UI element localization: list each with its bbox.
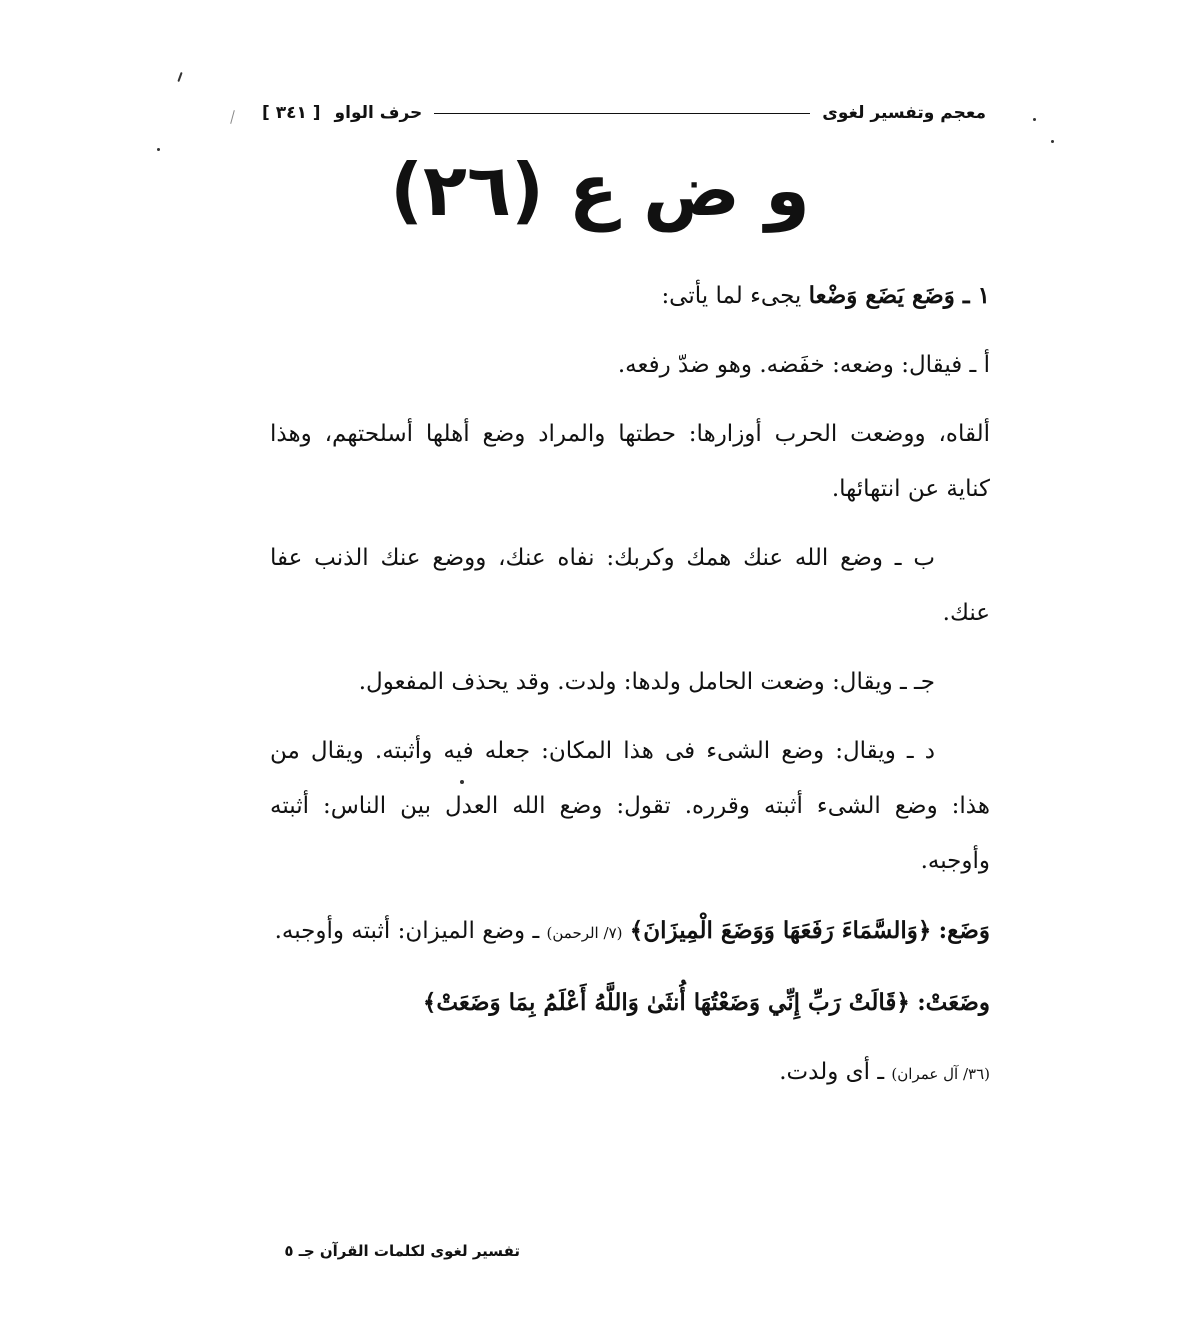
quran-verse-1: ﴿وَالسَّمَاءَ رَفَعَهَا وَوَضَعَ الْمِيزَانَ﴾ [629,917,932,944]
scan-speck [1033,118,1036,121]
paragraph-4: ب ـ وضع الله عنك همك وكربك: نفاه عنك، ووضع عنك الذنب عفا عنك. [270,545,990,626]
paragraph-7-lead: وَضَع: [938,917,990,944]
paragraph-8 [270,975,990,1031]
paragraph-1 [270,268,990,324]
paragraph-7 [270,903,990,961]
section-title: حرف الواو [334,103,423,123]
entry-heading: و ض ع (٢٦) [390,148,810,232]
paragraph-2: أ ـ فيقال: وضعه: خفَضه. وهو ضدّ رفعه. [617,352,990,378]
paragraph-6: د ـ ويقال: وضع الشىء فى هذا المكان: جعله فيه وأثبته. ويقال من هذا: وضع الشىء أثبته وقرره. تقول: وضع الله العدل بين الناس: أثبته وأوجبه. [270,738,990,874]
footer-note: تفسير لغوى لكلمات القرآن جـ ٥ [284,1242,520,1260]
quran-verse-2: ﴿قَالَتْ رَبِّ إِنِّي وَضَعْتُهَا أُنثَىٰ وَاللَّهُ أَعْلَمُ بِمَا وَضَعَتْ﴾ [422,989,910,1016]
paragraph-1-lead: ١ ـ وَضَع يَضَع وَضْعا [808,282,990,309]
verse-reference-2: (٣٦/ آل عمران) [891,1065,990,1083]
scan-speck [177,72,182,82]
page-number: [ ٣٤١ ] [262,103,321,123]
paragraph-9 [270,1045,990,1102]
scan-speck [460,780,464,784]
paragraph-7-text: ـ وضع الميزان: أثبته وأوجبه. [274,918,540,944]
paragraph-8-lead: وضَعَتْ: [917,989,990,1016]
book-title: معجم وتفسير لغوى [822,103,986,123]
scan-speck [157,148,160,151]
verse-reference-1: (٧/ الرحمن) [546,924,623,942]
scan-speck [230,110,235,124]
entry-body [270,268,990,1116]
scan-speck [1051,140,1054,143]
header-rule [434,113,810,114]
paragraph-9-text: ـ أى ولدت. [779,1059,885,1085]
paragraph-1-text: يجىء لما يأتى: [661,283,802,309]
paragraph-3: ألقاه، ووضعت الحرب أوزارها: حطتها والمراد وضع أهلها أسلحتهم، وهذا كناية عن انتهائها. [270,421,990,502]
running-header [262,98,986,128]
paragraph-5: جـ ـ ويقال: وضعت الحامل ولدها: ولدت. وقد يحذف المفعول. [358,669,935,695]
